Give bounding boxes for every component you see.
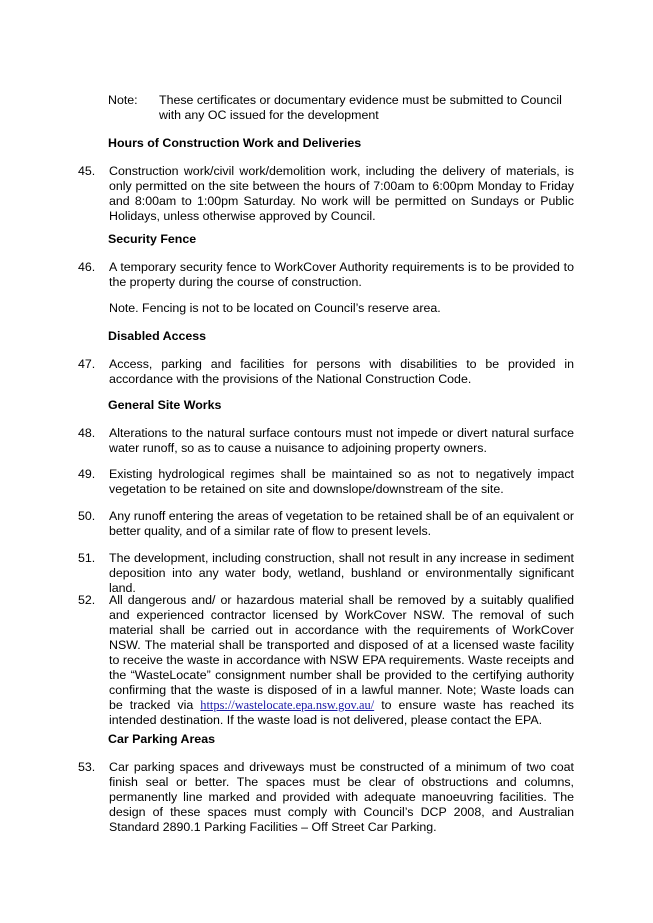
- condition-number: 47.: [78, 357, 96, 371]
- condition-number: 49.: [78, 467, 96, 481]
- condition-number: 51.: [78, 551, 96, 565]
- condition-text: Car parking spaces and driveways must be constructed of a minimum of two coat finish seal or better. The spaces must be clear of obstructions and columns, permanently line marked and provided with adequate manoeuvring facilities. The design of these spaces must comply with Council’s DCP 2008, and Australian Standard 2890.1 Parking Facilities – Off Street Car Parking.: [109, 760, 574, 834]
- condition-text: The development, including construction, shall not result in any increase in sediment deposition into any water body, wetland, bushland or environmentally significant land.: [109, 551, 574, 595]
- note-text: These certificates or documentary evidence must be submitted to Council with any OC issued for the development: [159, 93, 562, 122]
- condition-text: Any runoff entering the areas of vegetation to be retained shall be of an equivalent or better quality, and of a similar rate of flow to present levels.: [109, 509, 574, 538]
- condition-text: Access, parking and facilities for persons with disabilities to be provided in accordance with the provisions of the National Construction Code.: [109, 357, 574, 386]
- condition-text: Construction work/civil work/demolition work, including the delivery of materials, is only permitted on the site between the hours of 7:00am to 6:00pm Monday to Friday and 8:00am to 1:00pm Saturday. No work will be permitted on Sundays or Public Holidays, unless otherwise approved by Council.: [109, 164, 574, 223]
- fencing-note: Note. Fencing is not to be located on Council’s reserve area.: [109, 301, 441, 315]
- condition-text: A temporary security fence to WorkCover Authority requirements is to be provided to the property during the course of construction.: [109, 260, 574, 289]
- condition-number: 45.: [78, 164, 96, 178]
- condition-number: 48.: [78, 426, 96, 440]
- condition-text: [109, 593, 574, 728]
- condition-number: 50.: [78, 509, 96, 523]
- heading-security: Security Fence: [108, 232, 197, 246]
- note-label: Note:: [108, 93, 138, 107]
- condition-number: 46.: [78, 260, 96, 274]
- heading-hours: Hours of Construction Work and Deliveries: [108, 136, 362, 150]
- condition-text-part: to ensure waste has reached its intended destination. If the waste load is not delivered, please contact the EPA.: [109, 698, 574, 727]
- condition-number: 53.: [78, 760, 96, 774]
- condition-text: Existing hydrological regimes shall be maintained so as not to negatively impact vegetation to be retained on site and downslope/downstream of the site.: [109, 467, 574, 496]
- heading-car-parking: Car Parking Areas: [108, 732, 215, 746]
- condition-text: Alterations to the natural surface contours must not impede or divert natural surface water runoff, so as to cause a nuisance to adjoining property owners.: [109, 426, 574, 455]
- wastelocate-link[interactable]: https://wastelocate.epa.nsw.gov.au/: [200, 698, 375, 712]
- condition-text-part: All dangerous and/ or hazardous material shall be removed by a suitably qualified and experienced contractor licensed by WorkCover NSW. The removal of such material shall be carried out in accordance with the requirements of WorkCover NSW. The material shall be transported and disposed of at a licensed waste facility to receive the waste in accordance with NSW EPA requirements. Waste receipts and the “WasteLocate” consignment number shall be provided to the certifying authority confirming that the waste is disposed of in a lawful manner. Note; Waste loads can be tracked via: [109, 593, 574, 712]
- heading-general-site-works: General Site Works: [108, 398, 222, 412]
- heading-disabled-access: Disabled Access: [108, 329, 207, 343]
- condition-number: 52.: [78, 593, 96, 607]
